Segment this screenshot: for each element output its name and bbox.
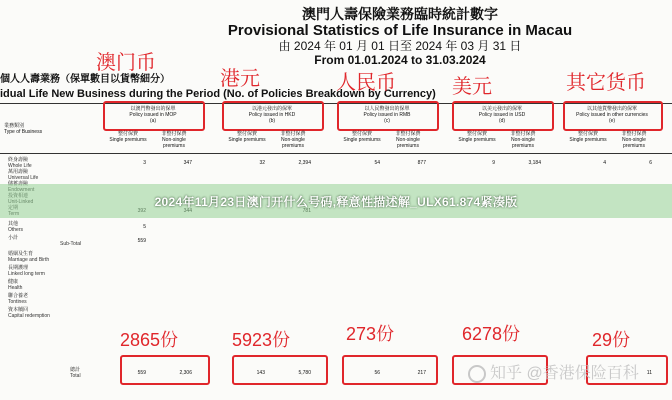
row-label-en: Others: [8, 227, 24, 233]
group-hkd: [225, 106, 319, 124]
col-header-single: [340, 131, 384, 143]
col-header-zh: 整付保費: [236, 131, 257, 137]
col-header-en: Single premiums: [109, 137, 147, 143]
group-usd-code: (d): [498, 118, 506, 124]
group-mop-code: (a): [149, 118, 157, 124]
group-other-code: (e): [608, 118, 616, 124]
col-header-nonsingle: [501, 131, 545, 149]
col-header-nonsingle: [612, 131, 656, 149]
annotation-usd: 美元: [452, 76, 492, 98]
row-label-en: Linked long term: [8, 271, 45, 277]
row-label-zh: 健康: [8, 279, 19, 285]
annotation-rmb: 人民币: [336, 72, 396, 94]
col-header-en: Non-single premiums: [396, 137, 420, 149]
group-other-zh: 以其他貨幣發出的保單: [586, 106, 637, 112]
count-other: 29份: [592, 330, 631, 350]
group-other-en: Policy issued in other currencies: [576, 112, 648, 118]
table-cell: 559: [137, 238, 146, 244]
group-hkd-zh: 以港元發出的保單: [251, 106, 292, 112]
table-cell: 54: [374, 160, 380, 166]
row-label-en: Whole Life: [8, 163, 32, 169]
annotation-other: 其它货币: [566, 72, 646, 94]
col-header-zh: 整付保費: [577, 131, 598, 137]
total-box-rmb: [342, 355, 438, 385]
group-rmb: [340, 106, 434, 124]
banner-text: 2024年11月23日澳门开什么号码,释意性描述解_ULX61.874紧凑版: [154, 195, 518, 209]
table-cell: 6: [649, 160, 652, 166]
row-label-en: Marriage and Birth: [8, 257, 50, 263]
total-box-hkd: [232, 355, 328, 385]
col-header-nonsingle: [271, 131, 315, 149]
table-cell: 877: [417, 160, 426, 166]
table-cell: 2,394: [298, 160, 311, 166]
col-type-zh: 業務類別: [4, 123, 25, 129]
col-header-single: [225, 131, 269, 143]
total-cell: 143: [256, 370, 265, 376]
col-header-nonsingle: [386, 131, 430, 149]
row-label-en: Capital redemption: [8, 313, 50, 319]
row-label-zh: 終身壽險: [8, 157, 29, 163]
col-header-en: Non-single premiums: [281, 137, 305, 149]
annotation-hkd: 港元: [220, 68, 260, 90]
title-zh: 澳門人壽保險業務臨時統計數字: [302, 6, 498, 22]
col-header-zh: 非整付保費: [621, 131, 647, 137]
col-header-single: [106, 131, 150, 143]
col-type-en: Type of Business: [4, 129, 43, 135]
group-usd-en: Policy issued in USD: [478, 112, 526, 118]
row-label-en: Sub-Total: [60, 241, 82, 247]
group-usd-zh: 以美元發出的保單: [481, 106, 522, 112]
total-cell: 56: [374, 370, 380, 376]
annotation-mop: 澳门币: [96, 52, 156, 74]
count-usd: 6278份: [462, 324, 521, 344]
period-zh: 由 2024 年 01 月 01 日至 2024 年 03 月 31 日: [278, 39, 522, 53]
total-label-en: Total: [70, 373, 81, 379]
total-cell: 5,780: [298, 370, 311, 376]
col-header-zh: 非整付保費: [280, 131, 306, 137]
table-cell: 32: [259, 160, 265, 166]
row-label-zh: 聯合養老: [8, 293, 29, 299]
statistics-table: [0, 103, 672, 383]
watermark-text: 知乎 @香港保险百科: [490, 365, 639, 382]
total-cell: 217: [417, 370, 426, 376]
col-type: [4, 123, 64, 135]
col-header-zh: 非整付保費: [395, 131, 421, 137]
col-header-zh: 整付保費: [466, 131, 487, 137]
col-header-single: [566, 131, 610, 143]
col-header-en: Single premiums: [228, 137, 266, 143]
watermark: [468, 360, 639, 383]
col-header-en: Single premiums: [458, 137, 496, 143]
col-header-en: Single premiums: [343, 137, 381, 143]
total-box-mop: [120, 355, 210, 385]
group-usd: [455, 106, 549, 124]
col-header-nonsingle: [152, 131, 196, 149]
col-header-zh: 整付保費: [351, 131, 372, 137]
group-rmb-en: Policy issued in RMB: [363, 112, 411, 118]
row-label-zh: 萬用壽險: [8, 169, 29, 175]
section-title: idual Life New Business during the Period (No. of Policies Breakdown by Currency): [0, 88, 436, 100]
total-cell: 11: [646, 370, 652, 376]
table-cell: 3: [143, 160, 146, 166]
header-bottom-rule: [0, 153, 672, 154]
count-hkd: 5923份: [232, 330, 291, 350]
subtitle-zh: 個人人壽業務（保單數目以貨幣細分）: [0, 74, 170, 85]
table-cell: 4: [603, 160, 606, 166]
title-block: [140, 6, 660, 67]
group-other: [566, 106, 658, 124]
row-label-zh: 長期護理: [8, 265, 29, 271]
count-rmb: 273份: [346, 324, 395, 344]
period-en: From 01.01.2024 to 31.03.2024: [314, 53, 486, 67]
total-cell: 559: [137, 370, 146, 376]
table-cell: 3,184: [528, 160, 541, 166]
row-label-en: Tontines: [8, 299, 27, 305]
group-mop-en: Policy issued in MOP: [129, 112, 177, 118]
title-en: Provisional Statistics of Life Insurance in Macau: [227, 22, 573, 39]
table-cell: 5: [143, 224, 146, 230]
col-header-en: Single premiums: [569, 137, 607, 143]
row-label-en: Health: [8, 285, 23, 291]
row-label-zh: 資本贖回: [8, 307, 29, 313]
col-header-en: Non-single premiums: [622, 137, 646, 149]
group-hkd-en: Policy issued in HKD: [248, 112, 296, 118]
col-header-en: Non-single premiums: [511, 137, 535, 149]
table-cell: 347: [183, 160, 192, 166]
table-cell: 9: [492, 160, 495, 166]
col-header-zh: 非整付保費: [510, 131, 536, 137]
col-header-en: Non-single premiums: [162, 137, 186, 149]
row-label-zh: 其他: [8, 221, 19, 227]
row-label-zh: 小計: [8, 235, 19, 241]
count-mop: 2865份: [120, 330, 179, 350]
total-cell: 2,306: [179, 370, 192, 376]
row-label-en: Universal Life: [8, 175, 39, 181]
col-header-single: [455, 131, 499, 143]
col-header-zh: 整付保費: [117, 131, 138, 137]
col-header-zh: 非整付保費: [161, 131, 187, 137]
group-hkd-code: (b): [268, 118, 276, 124]
total-label-zh: 總計: [70, 367, 81, 373]
group-mop-zh: 以澳門幣發出的保單: [130, 106, 176, 112]
row-label-zh: 婚姻及生育: [8, 251, 34, 257]
group-mop: [106, 106, 200, 124]
camera-icon: [468, 365, 486, 383]
group-rmb-code: (c): [384, 118, 390, 124]
group-rmb-zh: 以人民幣發出的保單: [364, 106, 410, 112]
